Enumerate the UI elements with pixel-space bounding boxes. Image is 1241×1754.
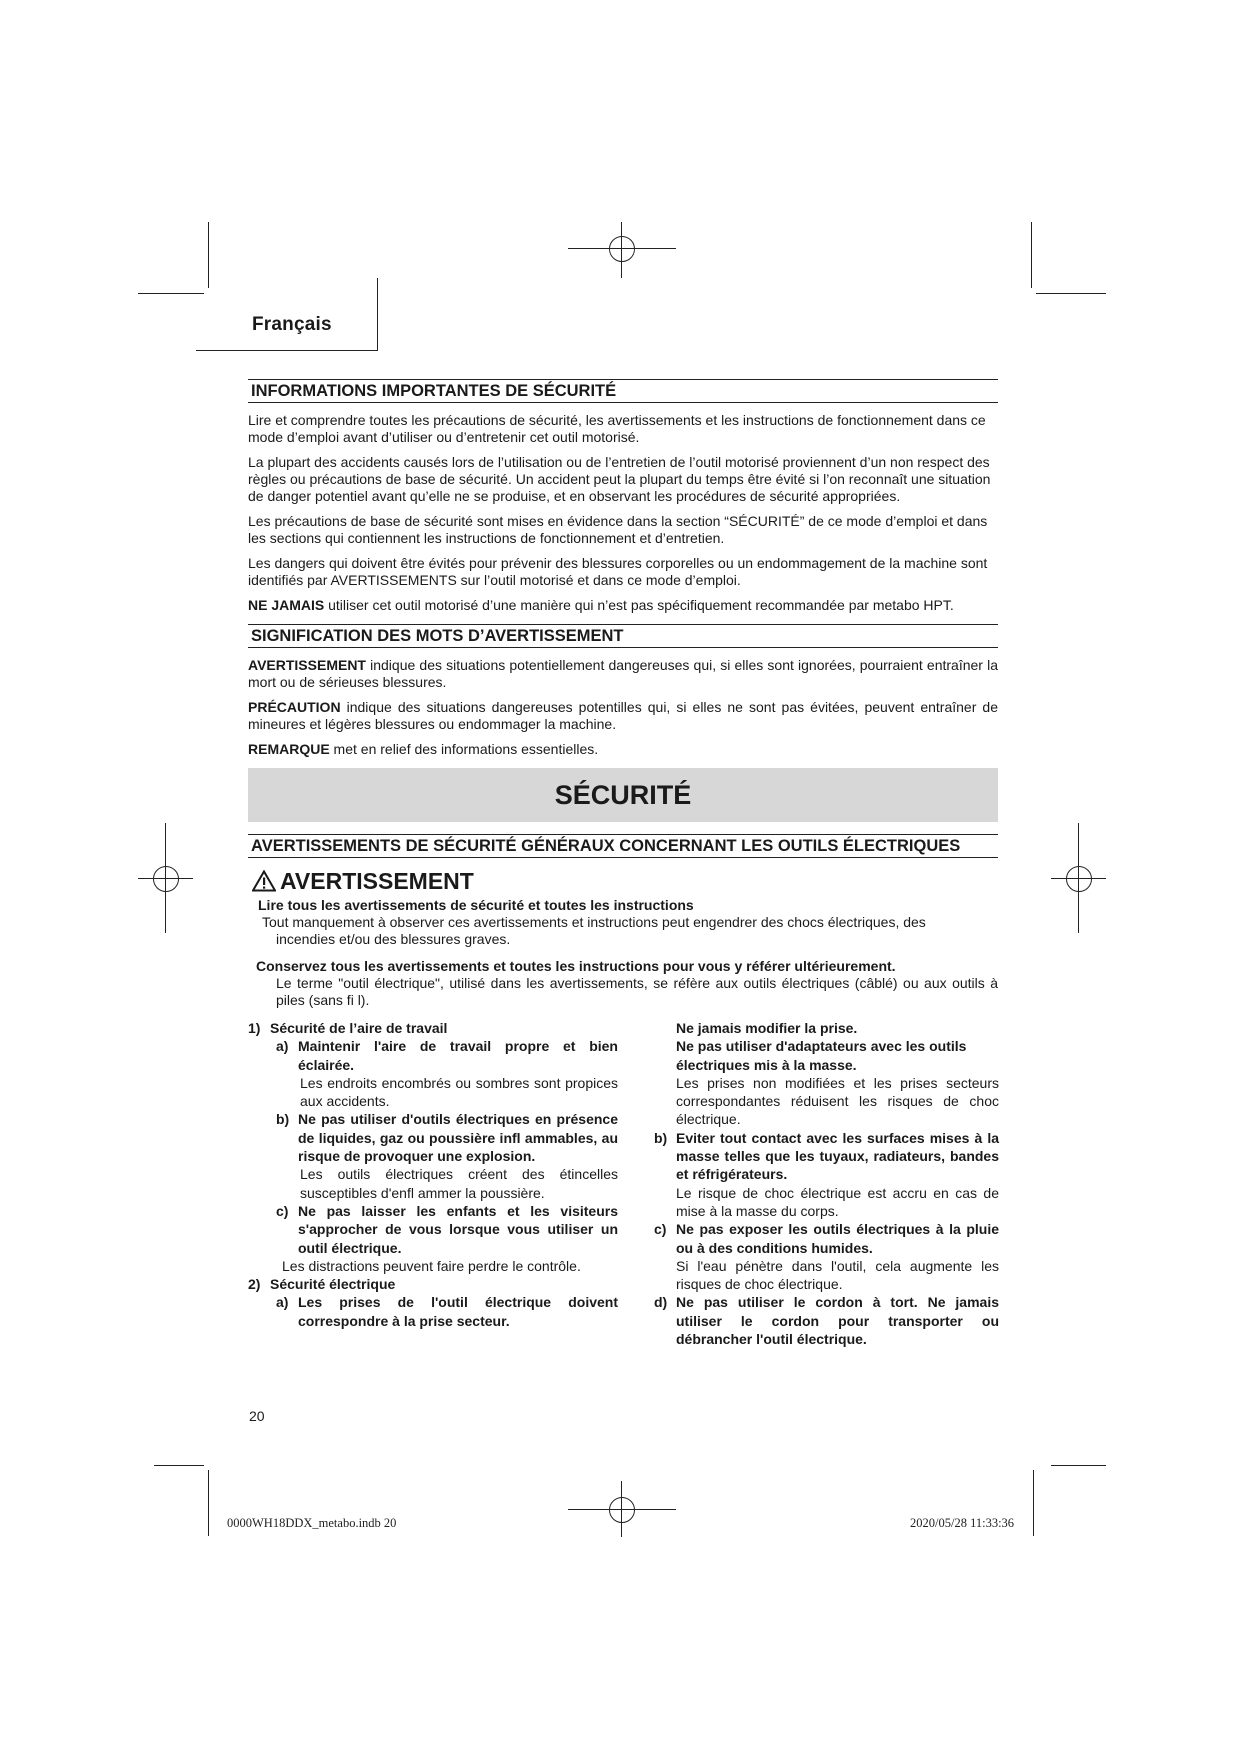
list-label: 1) — [248, 1020, 261, 1036]
list-description: Les outils électriques créent des étincelles susceptibles d'enfl ammer la poussière. — [300, 1166, 618, 1201]
left-column — [248, 1019, 618, 1330]
keyword-warning: AVERTISSEMENT — [248, 657, 366, 673]
paragraph: Les dangers qui doivent être évités pour prévenir des blessures corporelles ou un endommagement de la machine sont identifiés par AVERTISSEMENTS sur l’outil motorisé et dans ce mode d’emploi. — [248, 555, 988, 588]
list-title: Ne pas laisser les enfants et les visiteurs s'approcher de vous lorsque vous utiliser un outil électrique. — [298, 1202, 618, 1256]
keep-instructions-title: Conservez tous les avertissements et toutes les instructions pour vous y référer ultérieurement. — [256, 958, 896, 974]
warning-heading — [252, 867, 998, 895]
list-title: Ne pas utiliser d'adaptateurs avec les outils électriques mis à la masse. — [676, 1038, 967, 1073]
list-item-cord — [654, 1293, 999, 1348]
language-label: Français — [252, 314, 332, 335]
list-item-flammable — [248, 1110, 618, 1165]
list-title: Les prises de l'outil électrique doivent correspondre à la prise secteur. — [298, 1294, 618, 1329]
safety-banner: SÉCURITÉ — [248, 768, 998, 822]
paragraph-caution-def — [248, 699, 998, 733]
list-title: Ne pas utiliser le cordon à tort. Ne jamais utiliser le cordon pour transporter ou débrancher l'outil électrique. — [676, 1294, 999, 1348]
list-description: Les distractions peuvent faire perdre le contrôle. — [282, 1257, 581, 1274]
list-title: Sécurité électrique — [270, 1276, 396, 1293]
paragraph-text: met en relief des informations essentielles. — [329, 741, 599, 757]
list-title: Maintenir l'aire de travail propre et bien éclairée. — [298, 1038, 618, 1073]
read-instructions-text-1: Tout manquement à observer ces avertissements et instructions peut engendrer des chocs électriques, des — [262, 914, 926, 930]
read-instructions-text-2: incendies et/ou des blessures graves. — [276, 931, 511, 947]
list-title: Sécurité de l’aire de travail — [270, 1020, 448, 1036]
list-title: Ne pas exposer les outils électriques à la pluie ou à des conditions humides. — [676, 1221, 999, 1256]
list-label: a) — [276, 1294, 289, 1311]
language-tab — [196, 278, 378, 351]
list-label: c) — [654, 1221, 667, 1238]
right-column — [654, 1019, 999, 1348]
list-item-rain — [654, 1220, 999, 1257]
paragraph-note-def — [248, 741, 998, 758]
list-label: c) — [276, 1202, 289, 1219]
paragraph-text: indique des situations potentiellement dangereuses qui, si elles sont ignorées, pourraient entraîner la mort ou de sérieuses blessures. — [248, 657, 998, 690]
list-label: b) — [654, 1129, 668, 1146]
keyword-caution: PRÉCAUTION — [248, 699, 341, 715]
paragraph: Lire et comprendre toutes les précautions de sécurité, les avertissements et les instructions de fonctionnement dans ce mode d’emploi avant d’utiliser ou d’entretenir cet outil motorisé. — [248, 412, 986, 445]
list-label: a) — [276, 1038, 289, 1055]
keyword-note: REMARQUE — [248, 741, 330, 757]
list-title: Ne jamais modifier la prise. — [676, 1020, 858, 1036]
section-title-important-info: INFORMATIONS IMPORTANTES DE SÉCURITÉ — [248, 379, 998, 403]
list-title: Ne pas utiliser d'outils électriques en présence de liquides, gaz ou poussière infl ammables, au risque de provoquer une explosion. — [298, 1111, 618, 1165]
warning-label: AVERTISSEMENT — [280, 868, 474, 894]
list-item-children — [248, 1202, 618, 1257]
list-item-keep-clean — [248, 1037, 618, 1074]
print-slug-file: 0000WH18DDX_metabo.indb 20 — [227, 1516, 397, 1530]
list-label: 2) — [248, 1276, 261, 1293]
list-item-plugs — [248, 1293, 618, 1330]
list-item-electrical — [248, 1275, 618, 1293]
read-instructions-title: Lire tous les avertissements de sécurité et toutes les instructions — [258, 897, 694, 913]
warning-triangle-icon — [252, 870, 276, 892]
list-label: d) — [654, 1294, 668, 1311]
paragraph: Les précautions de base de sécurité sont mises en évidence dans la section “SÉCURITÉ” de ce mode d’emploi et dans les sections qui contiennent les instructions de fonctionnement et d’entretien. — [248, 513, 988, 546]
list-description: Si l'eau pénètre dans l'outil, cela augmente les risques de choc électrique. — [676, 1257, 999, 1293]
keyword-never: NE JAMAIS — [248, 597, 325, 613]
keep-instructions-text: Le terme "outil électrique", utilisé dans les avertissements, se réfère aux outils électriques (câblé) ou aux outils à piles (sans fi l). — [276, 975, 998, 1008]
list-label: b) — [276, 1111, 290, 1128]
two-column-list — [248, 1019, 998, 1379]
print-slug-timestamp: 2020/05/28 11:33:36 — [910, 1516, 1015, 1530]
list-title: Eviter tout contact avec les surfaces mises à la masse telles que les tuyaux, radiateurs, bandes et réfrigérateurs. — [676, 1129, 999, 1183]
list-description: Le risque de choc électrique est accru en cas de mise à la masse du corps. — [676, 1184, 999, 1219]
paragraph-text: indique des situations dangereuses potentilles qui, si elles ne sont pas évitées, peuvent entraîner de mineures et légères blessures ou endommager la machine. — [248, 699, 998, 732]
section-title-signal-words: SIGNIFICATION DES MOTS D’AVERTISSEMENT — [248, 624, 998, 648]
list-item-grounded-surfaces — [654, 1129, 999, 1184]
paragraph: La plupart des accidents causés lors de l’utilisation ou de l’entretien de l’outil motorisé proviennent d’un non respect des règles ou précautions de base de sécurité. Un accident peut la plupart du temps être évité si l’on reconnaît une situation de danger potentiel avant qu’elle ne se produise, et en observant les procédures de sécurité appropriées. — [248, 454, 991, 504]
paragraph-text: utiliser cet outil motorisé d’une manière qui n’est pas spécifiquement recommandée par metabo HPT. — [324, 597, 954, 613]
page-number: 20 — [249, 1408, 265, 1424]
paragraph-warning-def — [248, 657, 998, 691]
list-description: Les endroits encombrés ou sombres sont propices aux accidents. — [300, 1074, 618, 1110]
section-title-general-warnings: AVERTISSEMENTS DE SÉCURITÉ GÉNÉRAUX CONCERNANT LES OUTILS ÉLECTRIQUES — [248, 834, 998, 858]
main-content — [248, 379, 998, 1379]
list-item-work-area — [248, 1019, 618, 1037]
paragraph-never — [248, 597, 998, 614]
list-description: Les prises non modifiées et les prises secteurs correspondantes réduisent les risques de choc électrique. — [676, 1074, 999, 1128]
